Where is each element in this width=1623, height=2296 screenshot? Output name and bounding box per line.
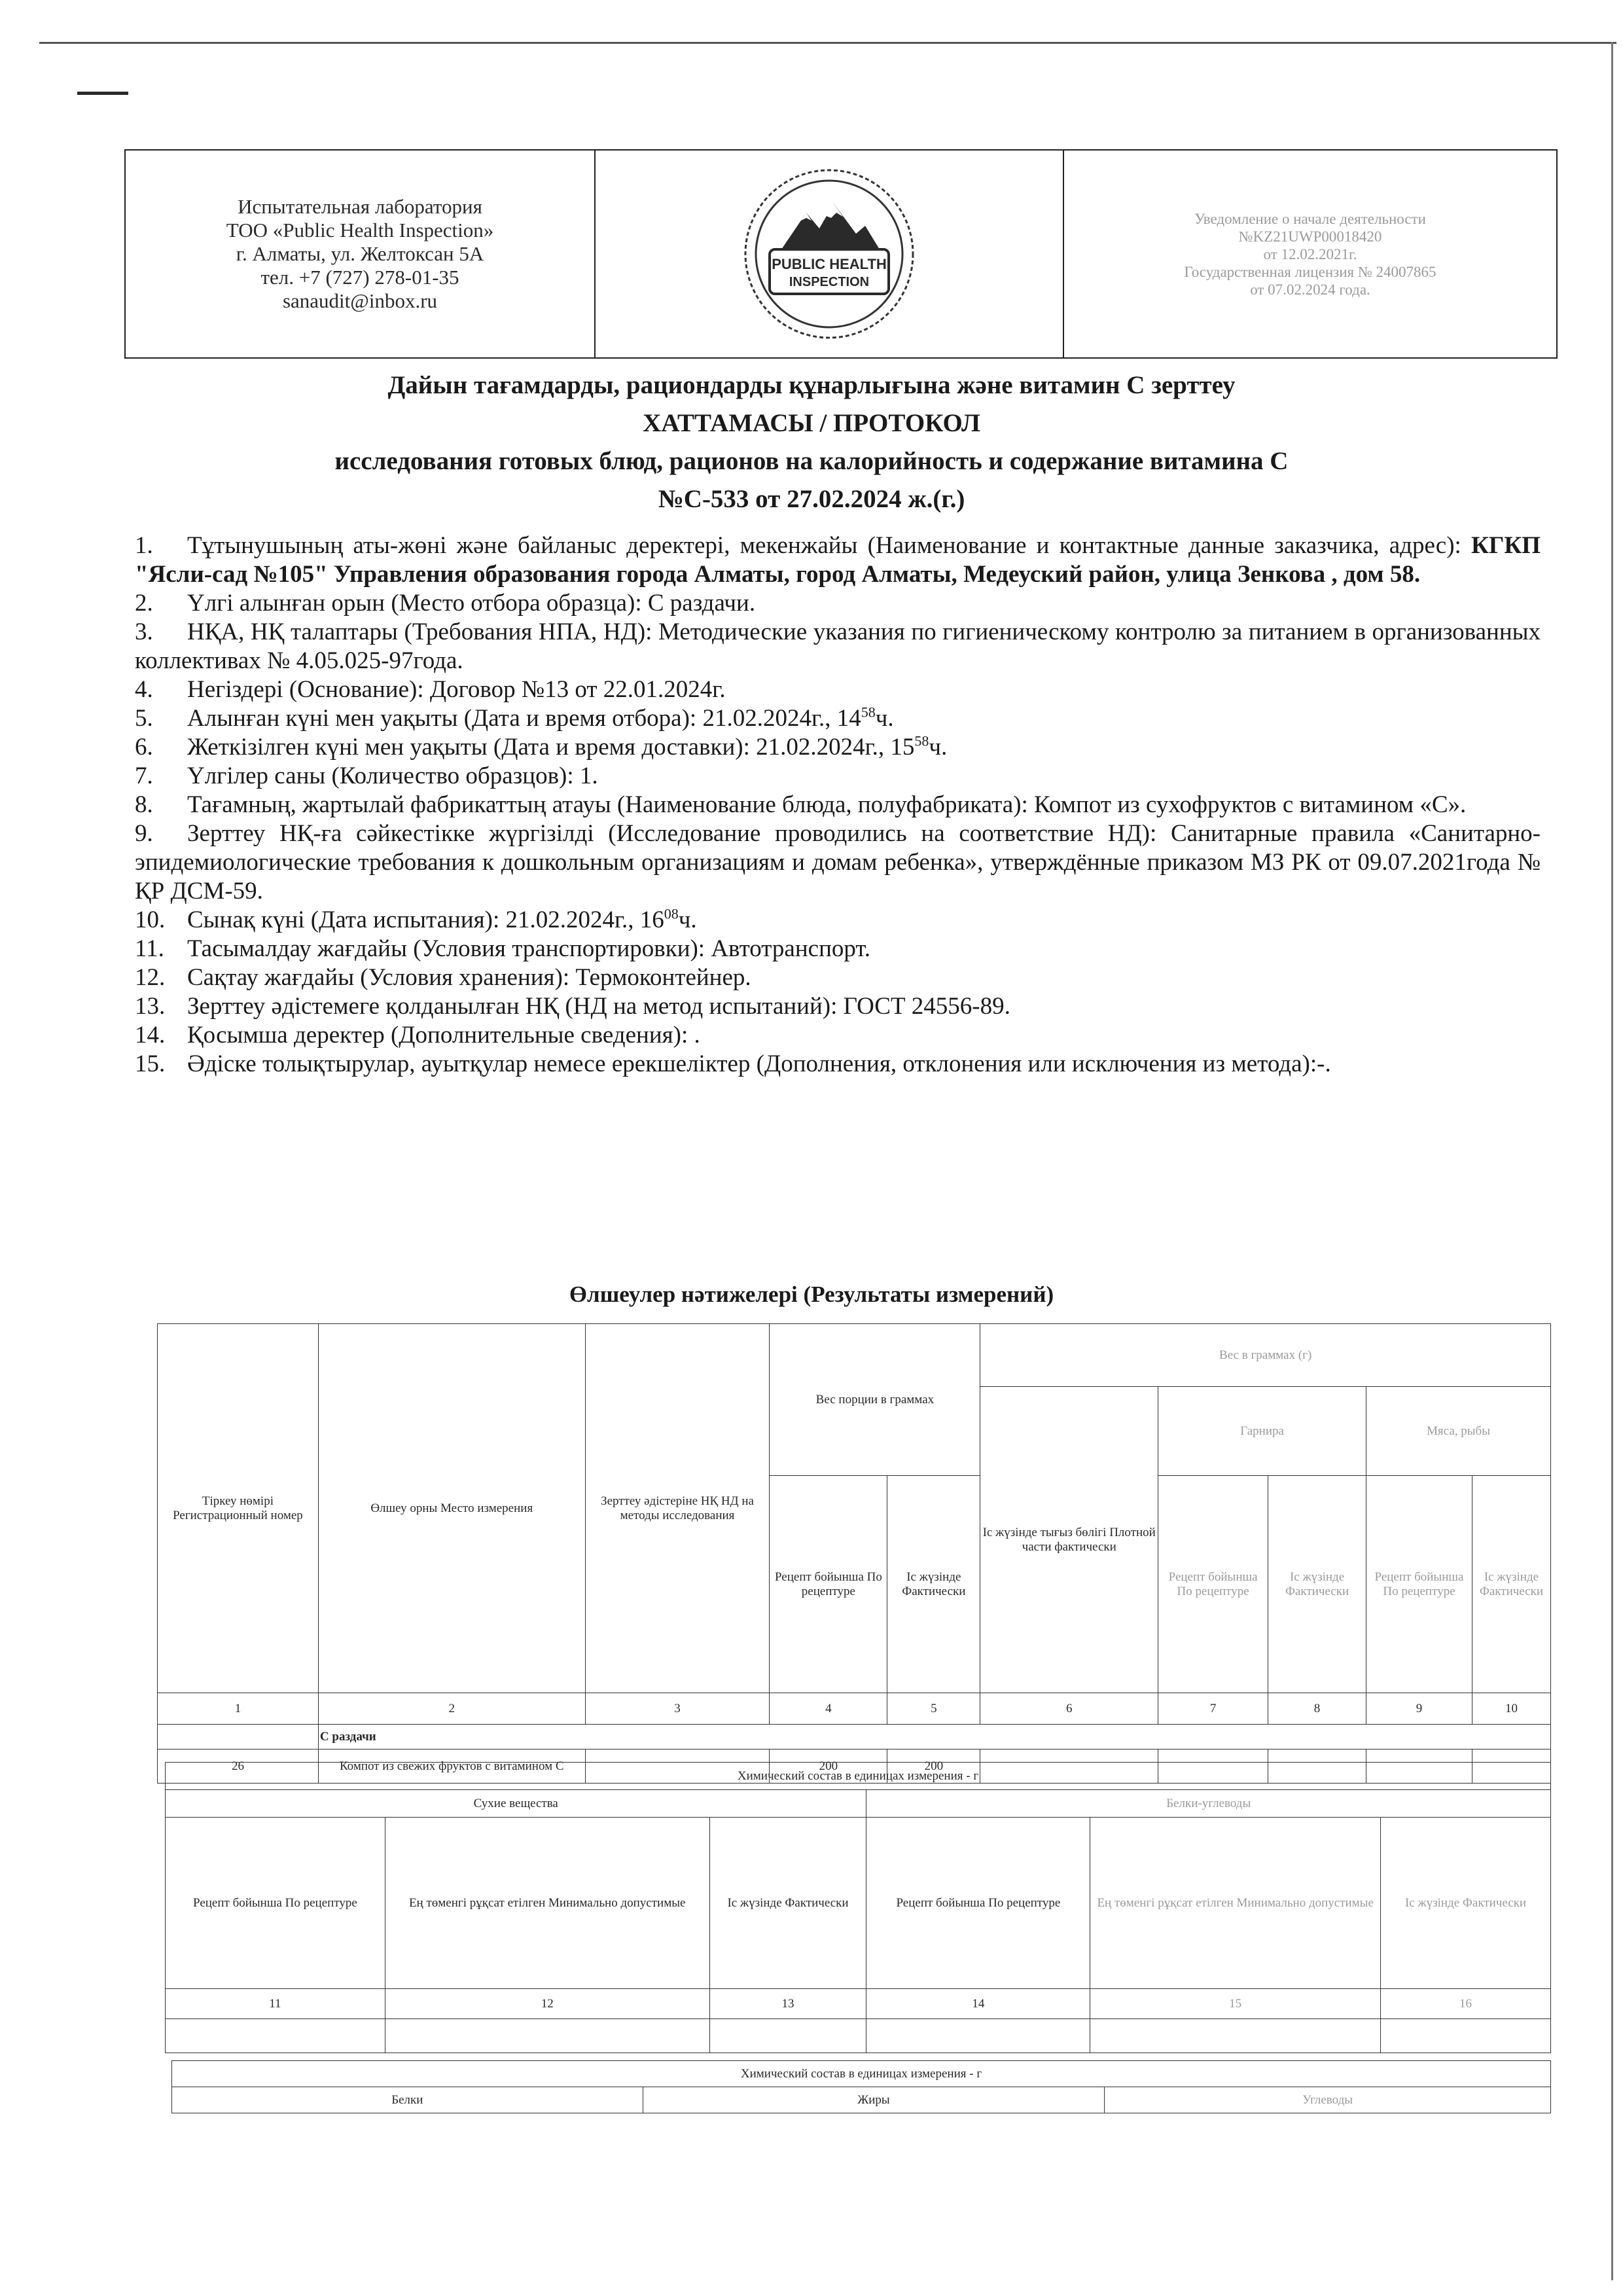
col-number: 9	[1366, 1693, 1472, 1725]
dish-name: Компот из свежих фруктов с витамином С	[318, 1749, 585, 1784]
lab-line: тел. +7 (727) 278-01-35	[260, 266, 459, 289]
col-number: 2	[318, 1693, 585, 1725]
header-recipe: Рецепт бойынша По рецептуре	[1366, 1476, 1472, 1693]
results-heading: Өлшеулер нәтижелері (Результаты измерений)	[569, 1282, 1054, 1307]
header-reg: Тіркеу нөмірі Регистрационный номер	[158, 1324, 319, 1693]
measurement-table	[157, 1323, 1551, 1784]
col-number: 16	[1381, 1989, 1551, 2019]
protocol-heading: ХАТТАМАСЫ / ПРОТОКОЛ	[643, 409, 980, 437]
public-health-logo	[741, 166, 918, 342]
header-actual: Іс жүзінде Фактически	[1472, 1476, 1550, 1693]
list-item: 10. Сынақ күні (Дата испытания): 21.02.2024г., $16^{08}ч$.	[135, 905, 697, 933]
header-method: Зерттеу әдістеріне НҚ НД на методы исследования	[585, 1324, 770, 1693]
protocol-items	[135, 531, 1541, 1079]
list-item: 4. Негіздері (Основание): Договор №13 от 22.01.2024г.	[135, 676, 726, 703]
header-actual: Іс жүзінде Фактически	[709, 1818, 866, 1989]
protocol-number: №С-533 от 27.02.2024 ж.(г.)	[658, 485, 965, 513]
header-garnish: Гарнира	[1158, 1387, 1366, 1476]
col-number: 4	[770, 1693, 887, 1725]
header-dry: Сухие вещества	[166, 1790, 866, 1818]
col-number: 8	[1268, 1693, 1366, 1725]
license-line: от 07.02.2024 года.	[1250, 281, 1370, 298]
header-actual: Іс жүзінде Фактически	[887, 1476, 980, 1693]
scan-edge	[39, 42, 1616, 44]
reg-number: 26	[158, 1749, 319, 1784]
lab-line: г. Алматы, ул. Желтоксан 5А	[236, 242, 484, 265]
license-line: от 12.02.2021г.	[1263, 245, 1357, 262]
col-number: 7	[1158, 1693, 1268, 1725]
col-number: 6	[980, 1693, 1158, 1725]
header-meat: Мяса, рыбы	[1366, 1387, 1551, 1476]
header-carbs: Углеводы	[1105, 2087, 1551, 2113]
list-item: 7. Үлгілер саны (Количество образцов): 1.	[135, 762, 598, 789]
lab-info	[126, 151, 596, 357]
list-item: 15. Әдіске толықтырулар, ауытқулар немесе ерекшеліктер (Дополнения, отклонения или исключения из метода):-.	[135, 1050, 1331, 1077]
title-kz: Дайын тағамдарды, рациондарды құнарлығына және витамин С зерттеу	[387, 371, 1236, 399]
list-item: 5. Алынған күні мен уақыты (Дата и время отбора): 21.02.2024г., $14^{58}ч$.	[135, 704, 894, 732]
recipe-weight: 200	[770, 1749, 887, 1784]
col-number: 1	[158, 1693, 319, 1725]
table-title: Химический состав в единицах измерения - г	[166, 1763, 1551, 1790]
logo-text: INSPECTION	[789, 275, 870, 289]
col-number: 11	[166, 1989, 385, 2019]
section-label: С раздачи	[318, 1725, 1550, 1749]
license-line: №KZ21UWP00018420	[1238, 228, 1382, 245]
lab-line: ТОО «Public Health Inspection»	[226, 219, 494, 242]
header-weight: Вес в граммах (г)	[980, 1324, 1551, 1387]
actual-weight: 200	[887, 1749, 980, 1784]
letterhead	[124, 149, 1558, 359]
list-item: 9. Зерттеу НҚ-ға сәйкестікке жүргізілді (Исследование проводились на соответствие НД): Санитарные правила «Санитарно-эпидемиологические требования к дошкольным организациям и домам ребенка», утверждённые приказом МЗ РК от 09.07.2021года № ҚР ДСМ-59.	[135, 820, 1541, 905]
list-item: 3. НҚА, НҚ талаптары (Требования НПА, НД): Методические указания по гигиеническому контролю за питанием в организованных коллективах № 4.05.025-97года.	[135, 619, 1541, 674]
col-number: 13	[709, 1989, 866, 2019]
license-line: Уведомление о начале деятельности	[1194, 210, 1426, 227]
col-number: 5	[887, 1693, 980, 1725]
list-item: 14. Қосымша деректер (Дополнительные сведения): .	[135, 1022, 700, 1049]
list-item: 2. Үлгі алынған орын (Место отбора образца): С раздачи.	[135, 590, 756, 617]
list-item: 12. Сақтау жағдайы (Условия хранения): Термоконтейнер.	[135, 964, 751, 991]
column-number-row	[158, 1693, 1551, 1725]
header-min: Ең төменгі рұқсат етілген Минимально допустимые	[385, 1818, 709, 1989]
logo-text: PUBLIC HEALTH	[772, 256, 887, 272]
col-number: 15	[1090, 1989, 1381, 2019]
title-ru: исследования готовых блюд, рационов на калорийность и содержание витамина С	[334, 447, 1289, 475]
header-prot-carb: Белки-углеводы	[866, 1790, 1551, 1818]
col-number: 10	[1472, 1693, 1550, 1725]
header-actual: Іс жүзінде Фактически	[1268, 1476, 1366, 1693]
header-min: Ең төменгі рұқсат етілген Минимально допустимые	[1090, 1818, 1381, 1989]
pen-mark	[77, 92, 128, 95]
col-number: 3	[585, 1693, 770, 1725]
header-portion: Вес порции в граммах	[770, 1324, 980, 1476]
list-item: 1. Тұтынушының аты-жөні және байланыс деректері, мекенжайы (Наименование и контактные данные заказчика, адрес): КГКП "Ясли-сад №105" Управления образования города Алматы, город Алматы, Медеуский район, улица Зенкова , дом 58.	[135, 532, 1541, 588]
list-item: 13. Зерттеу әдістемеге қолданылған НҚ (НД на метод испытаний): ГОСТ 24556-89.	[135, 993, 1010, 1020]
logo-cell	[596, 151, 1064, 357]
chemical-composition-table-2	[171, 2060, 1551, 2113]
header-fats: Жиры	[643, 2087, 1105, 2113]
chemical-composition-table	[165, 1762, 1551, 2053]
column-number-row	[166, 1989, 1551, 2019]
license-info	[1064, 151, 1556, 357]
table-title: Химический состав в единицах измерения - г	[172, 2061, 1551, 2087]
table-row	[166, 2019, 1551, 2053]
header-recipe: Рецепт бойынша По рецептуре	[166, 1818, 385, 1989]
header-recipe: Рецепт бойынша По рецептуре	[1158, 1476, 1268, 1693]
header-place: Өлшеу орны Место измерения	[318, 1324, 585, 1693]
header-recipe: Рецепт бойынша По рецептуре	[866, 1818, 1090, 1989]
list-item: 8. Тағамның, жартылай фабрикаттың атауы (Наименование блюда, полуфабриката): Компот из сухофруктов с витамином «С».	[135, 791, 1467, 818]
list-item: 6. Жеткізілген күні мен уақыты (Дата и время доставки): 21.02.2024г., $15^{58}ч$.	[135, 732, 948, 761]
header-recipe: Рецепт бойынша По рецептуре	[770, 1476, 887, 1693]
header-proteins: Белки	[172, 2087, 643, 2113]
lab-line: Испытательная лаборатория	[238, 195, 482, 218]
list-item: 11. Тасымалдау жағдайы (Условия транспортировки): Автотранспорт.	[135, 935, 871, 962]
license-line: Государственная лицензия № 24007865	[1184, 263, 1436, 280]
header-actual: Іс жүзінде Фактически	[1381, 1818, 1551, 1989]
col-number: 12	[385, 1989, 709, 2019]
col-number: 14	[866, 1989, 1090, 2019]
lab-line: sanaudit@inbox.ru	[282, 289, 438, 312]
header-dense: Іс жүзінде тығыз бөлігі Плотной части фактически	[980, 1387, 1158, 1693]
